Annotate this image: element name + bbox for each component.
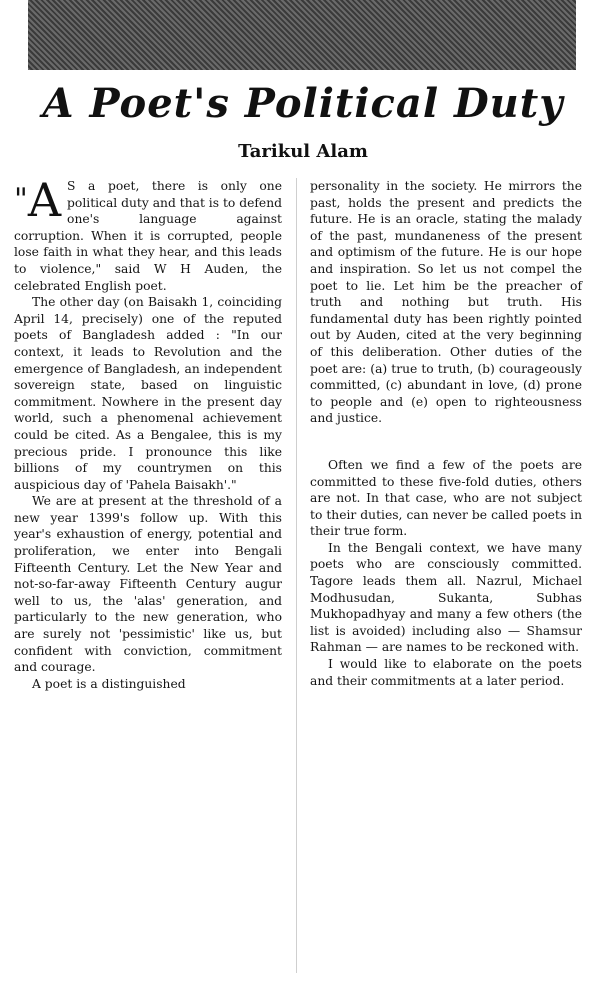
column-divider	[296, 178, 297, 973]
right-column	[310, 178, 582, 689]
paragraph-5: personality in the society. He mirrors the past, holds the present and predicts the future. He is an oracle, stating the malady of the past, mundaneness of the present and optimism of the future. He is our hope and inspiration. So let us not compel the poet to lie. Let him be the preacher of truth and nothing but truth. His fundamental duty has been rightly pointed out by Auden, cited at the very beginning of this deliberation. Other duties of the poet are: (a) true to truth, (b) courageously committed, (c) abundant in love, (d) prone to people and (e) open to righteousness and justice.	[310, 179, 582, 426]
drop-cap: "A	[14, 173, 62, 227]
left-column	[14, 173, 282, 692]
header-banner	[28, 0, 576, 70]
author-byline: Tarikul Alam	[238, 141, 368, 162]
paragraph-4: A poet is a distinguished	[32, 676, 186, 691]
article-title: A Poet's Political Duty	[42, 80, 564, 127]
paragraph-6: Often we find a few of the poets are committed to these five-fold duties, others are not. In that case, who are not subject to their duties, can never be called poets in their true form.	[310, 457, 582, 539]
paragraph-1: "A S a poet, there is only one political duty and that is to defend one's language against corruption. When it is corrupted, people lose faith in what they hear, and this leads to violence," said W H Auden, the celebrated English poet.	[14, 173, 282, 293]
paragraph-3: We are at present at the threshold of a new year 1399's follow up. With this year's exhaustion of energy, potential and proliferation, we enter into Bengali Fifteenth Century. Let the New Year and not-so-far-away Fifteenth Century augur well to us, the 'alas' generation, and particularly to the new generation, who are surely not 'pessimistic' like us, but confident with conviction, commitment and courage.	[14, 494, 282, 675]
paragraph-2: The other day (on Baisakh 1, coinciding April 14, precisely) one of the reputed poets of Bangladesh added : "In our context, it leads to Revolution and the emergence of Bangladesh, an independent sovereign state, based on linguistic commitment. Nowhere in the present day world, such a phenomenal achievement could be cited. As a Bengalee, this is my precious pride. I pronounce this like billions of my countrymen on this auspicious day of 'Pahela Baisakh'."	[14, 295, 282, 492]
paragraph-8: I would like to elaborate on the poets and their commitments at a later period.	[310, 657, 582, 688]
paragraph-7: In the Bengali context, we have many poets who are consciously committed. Tagore leads them all. Nazrul, Michael Modhusudan, Sukanta, Subhas Mukhopadhyay and many a few others (the list is avoided) including also — Shamsur Rahman — are names to be reckoned with.	[310, 540, 582, 655]
